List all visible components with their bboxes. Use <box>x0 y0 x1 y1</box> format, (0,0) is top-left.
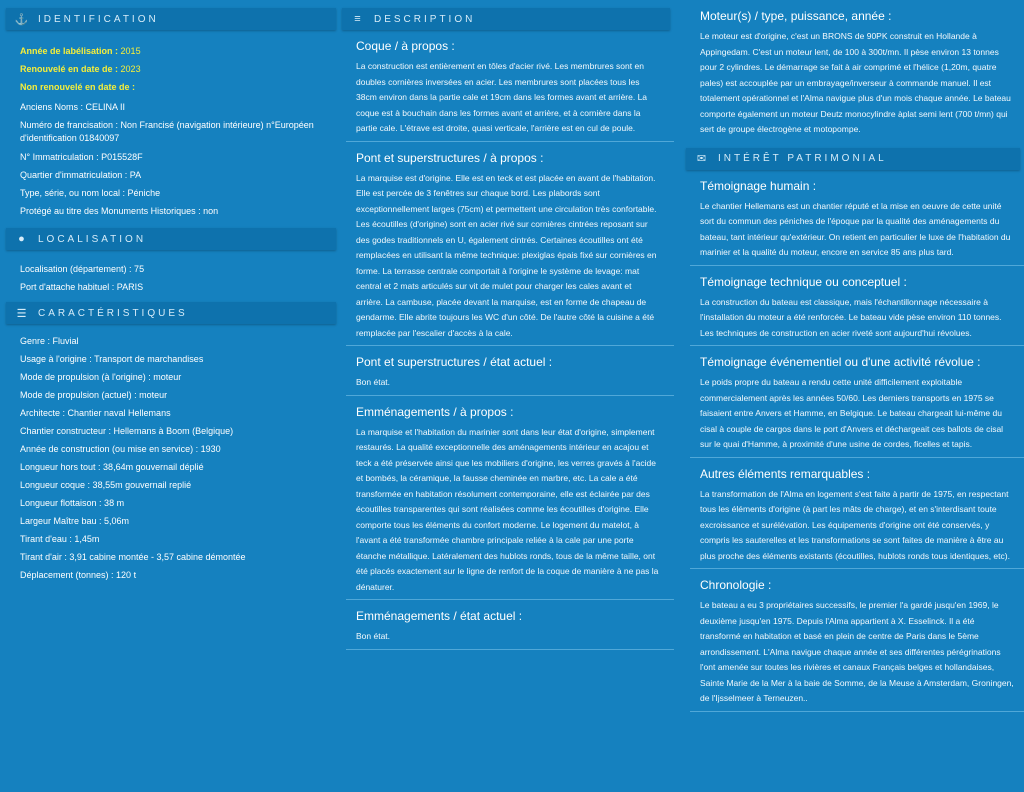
description-block-title: Coque / à propos : <box>356 39 455 53</box>
caracteristique-item: Longueur flottaison : 38 m <box>20 498 125 508</box>
caracteristique-item: Tirant d'air : 3,91 cabine montée - 3,57 cabine démontée <box>20 552 246 562</box>
francisation-number: Numéro de francisation : Non Francisé (navigation intérieure) n°Européen d'identification 01840097 <box>20 120 314 143</box>
align-left-icon: ≡ <box>354 13 364 25</box>
sliders-icon: ☰ <box>16 307 30 320</box>
section-divider <box>346 141 674 142</box>
section-divider <box>690 457 1024 458</box>
caracteristique-item: Longueur coque : 38,55m gouvernail replié <box>20 480 192 490</box>
description-header <box>342 8 670 30</box>
section-divider <box>690 265 1024 266</box>
description-block-title: Pont et superstructures / état actuel : <box>356 355 553 369</box>
description-blocks <box>340 30 674 650</box>
description-block-text: La construction est entièrement en tôles d'acier rivé. Les membrures sont en doubles cornières inversées en acier. Les membrures sont placées tous les 38cm environ dans la partie cale et 19cm dans les formes avant et arrière. La coque est à bouchain dans les formes avant et arrière, et à cornière dans la partie cale. L'étrave est droite, quasi verticale, l'arrière est en cul de poule. <box>356 61 648 133</box>
former-names: Anciens Noms : CELINA II <box>20 102 126 112</box>
home-port: Port d'attache habituel : PARIS <box>20 282 144 292</box>
immatriculation-district: Quartier d'immatriculation : PA <box>20 170 142 180</box>
interet-block <box>684 346 1024 457</box>
description-block <box>340 346 674 395</box>
anchor-icon: ⚓ <box>14 13 32 26</box>
description-block-title: Emménagements / à propos : <box>356 404 514 419</box>
renewed-row: Renouvelé en date de : 2023 <box>20 64 141 74</box>
not-renewed-row: Non renouvelé en date de : <box>20 82 136 92</box>
identification-header <box>6 8 336 30</box>
caracteristique-item: Mode de propulsion (actuel) : moteur <box>20 390 168 400</box>
interet-block <box>684 569 1024 711</box>
interet-block-text: Le bateau a eu 3 propriétaires successifs, le premier l'a gardé jusqu'en 1969, le deuxième jusqu'en 1975. Depuis l'Alma appartient à X. Esselinck. Il a été transformé en habitation et basé en plein de centre de Paris dans le 5ème arrondissement. L'Alma navigue chaque année et ses différentes pérégrinations l'ont amenée sur toutes les rivières et canaux Français belges et hollandaises, Sainte Marie de la Mer à la baie de Somme, de la Meuse à Amsterdam, Groningen, de l'Ijsselmeer à Terneuzen.. <box>700 600 1014 703</box>
interet-block-title: Chronologie : <box>700 578 772 592</box>
interet-block-text: Le poids propre du bateau a rendu cette unité difficilement exploitable commercialement après les années 50/60. Les derniers transports en 1975 se faisaient entre Anvers et Hamme, en Belgique. Le bateau chargeait lui-même du cisal à couple de cargos dans le port d'Anvers et déchargeait ces ballots de cisal sur le quai d'Hamme, à proximité d'une usine de cordes, ficelles et tapis. <box>700 377 1004 449</box>
interet-header-label: INTÉRÊT PATRIMONIAL <box>718 153 887 164</box>
caracteristique-item: Genre : Fluvial <box>20 336 79 346</box>
localisation-header-label: LOCALISATION <box>38 233 147 245</box>
caracteristiques-header-label: CARACTÉRISTIQUES <box>38 307 188 319</box>
description-block <box>340 30 674 141</box>
interet-block-title: Témoignage humain : <box>700 178 817 193</box>
motor-text: Le moteur est d'origine, c'est un BRONS de 90PK construit en Hollande à Appingedam. C'est un moteur lent, de 100 à 300t/mn. Il pèse environ 13 tonnes pour 2 cylindres. Le démarrage se fait à air comprimé et l'hélice (1,20m, quatre pales) est accouplée par un embrayage/inverseur à commande manuel. Il est totalement opérationnel et l'Alma navigue plus d'un mois chaque année. Le bateau comporte également un moteur Deutz monocylindre àplat semi lent (700 t/mn) qui sert de groupe électrogène et motopompe. <box>700 31 1011 134</box>
section-divider <box>346 649 674 650</box>
section-divider <box>346 345 674 346</box>
interet-block <box>684 458 1024 569</box>
identification-header-label: IDENTIFICATION <box>38 13 159 25</box>
caracteristiques-header <box>6 302 336 324</box>
historic-protection: Protégé au titre des Monuments Historiques : non <box>20 206 219 216</box>
boat-type: Type, série, ou nom local : Péniche <box>20 188 161 198</box>
description-block-title: Emménagements / état actuel : <box>356 609 523 623</box>
caracteristique-item: Année de construction (ou mise en service) : 1930 <box>20 444 221 454</box>
interet-block-title: Témoignage technique ou conceptuel : <box>700 274 907 289</box>
motor-block <box>684 0 1024 142</box>
description-block <box>340 600 674 649</box>
left-column <box>0 0 336 584</box>
interet-block-text: La construction du bateau est classique, mais l'échantillonnage nécessaire à l'installation du moteur a été renforcée. Le bateau vide pèse environ 110 tonnes. Les techniques de construction en acier riveté sont aujourd'hui révolues. <box>700 296 1002 338</box>
immatriculation-number: N° Immatriculation : P015528F <box>20 152 143 162</box>
description-block-text: Bon état. <box>356 631 391 641</box>
description-block-text: La marquise et l'habitation du marinier sont dans leur état d'origine, simplement restaurés. La qualité exceptionnelle des aménagements intérieur en acajou et teck a été préservée ainsi que les mobiliers d'origine, les verres gravés à l'acide et bombés, la céramique, la fausse cheminée en marbre, etc. La cale a été transformée en habitation résolument contemporaine, elle est éclairée par des écoutilles transparentes qui sont réalisées comme les écoutilles d'origine. Elle comporte tous les éléments du confort moderne. Le logement du matelot, à l'avant a été transformée chambre principale reliée à la cale par une porte étanche métallique. Latéralement des hublots ronds, tous de la même taille, ont été placés exactement sur le ligne de renfort de la coque de manière à ne pas la dénaturer. <box>356 426 659 592</box>
interet-block-title: Autres éléments remarquables : <box>700 466 871 481</box>
section-divider <box>346 395 674 396</box>
motor-title: Moteur(s) / type, puissance, année : <box>700 9 892 23</box>
comment-icon: ✉ <box>696 153 710 165</box>
localisation-header <box>6 228 336 250</box>
description-block <box>340 142 674 346</box>
section-divider <box>690 711 1024 712</box>
middle-column <box>340 0 674 650</box>
caracteristique-item: Mode de propulsion (à l'origine) : moteur <box>20 372 182 382</box>
label-year-row: Année de labélisation : 2015 <box>20 46 141 56</box>
caracteristique-item: Déplacement (tonnes) : 120 t <box>20 570 137 580</box>
description-block-text: La marquise est d'origine. Elle est en teck et est placée en avant de l'habitation. Elle est percée de 3 fenêtres sur chaque bord. Les plabords sont exceptionnellement larges (75cm) et permettent une circulation très confortable. Les écoutilles (d'origine) sont en acier rivé sur cornières cintrées reposant sur des godes traditionnels en U, également cintrés. Certaines écoutilles ont été remplacées en utilisant la même technique: plexiglas épais fixé sur cornières en forme. La terrasse centrale comportait à l'origine le système de levage: mat central et 2 mats articulés sur vit de mulet pour charger les cales avant et arrière. La cambuse, placée devant la marquise, est en forme de chapeau de gendarme. Elle abrite toujours les WC d'un côté. De l'autre côté la cuisine a été remplacée par l'escalier d'accès à la cale. <box>356 172 657 338</box>
section-divider <box>690 568 1024 569</box>
interet-block-text: La transformation de l'Alma en logement s'est faite à partir de 1975, en respectant tous les éléments d'origine (à part les mâts de charge), et en s'interdisant toute excroissance et surélévation. Les équipements d'origine ont été conservés, y compris les sauterelles et les transformations se sont faites de manière à être au plus proche des éléments existants (écoutilles, hublots ronds tous identiques, etc). <box>700 488 1010 561</box>
interet-block <box>684 266 1024 346</box>
caracteristique-item: Usage à l'origine : Transport de marchandises <box>20 354 204 364</box>
interet-blocks <box>684 170 1024 712</box>
description-block-title: Pont et superstructures / à propos : <box>356 150 544 165</box>
caracteristique-item: Chantier constructeur : Hellemans à Boom (Belgique) <box>20 426 234 436</box>
caracteristique-item: Architecte : Chantier naval Hellemans <box>20 408 171 418</box>
caracteristique-item: Largeur Maître bau : 5,06m <box>20 516 130 526</box>
map-marker-icon: ● <box>18 233 28 245</box>
description-block <box>340 396 674 600</box>
caracteristique-item: Longueur hors tout : 38,64m gouvernail déplié <box>20 462 204 472</box>
description-block-text: Bon état. <box>356 377 391 387</box>
section-divider <box>690 345 1024 346</box>
localisation-department: Localisation (département) : 75 <box>20 264 145 274</box>
description-header-label: DESCRIPTION <box>374 13 476 25</box>
section-divider <box>346 599 674 600</box>
interet-block <box>684 170 1024 265</box>
right-column <box>684 0 1024 712</box>
caracteristique-item: Tirant d'eau : 1,45m <box>20 534 100 544</box>
interet-header <box>686 148 1020 170</box>
caracteristiques-list <box>0 332 336 584</box>
interet-block-text: Le chantier Hellemans est un chantier réputé et la mise en oeuvre de cette unité sort du commun des péniches de l'époque par la qualité des aménagements du bateau, tant intérieur qu'extérieur. On retient en particulier le luxe de l'habitation du marinier et la qualité du moteur, encore en service 85 ans plus tard. <box>700 200 1011 257</box>
interet-block-title: Témoignage événementiel ou d'une activité révolue : <box>700 355 981 369</box>
